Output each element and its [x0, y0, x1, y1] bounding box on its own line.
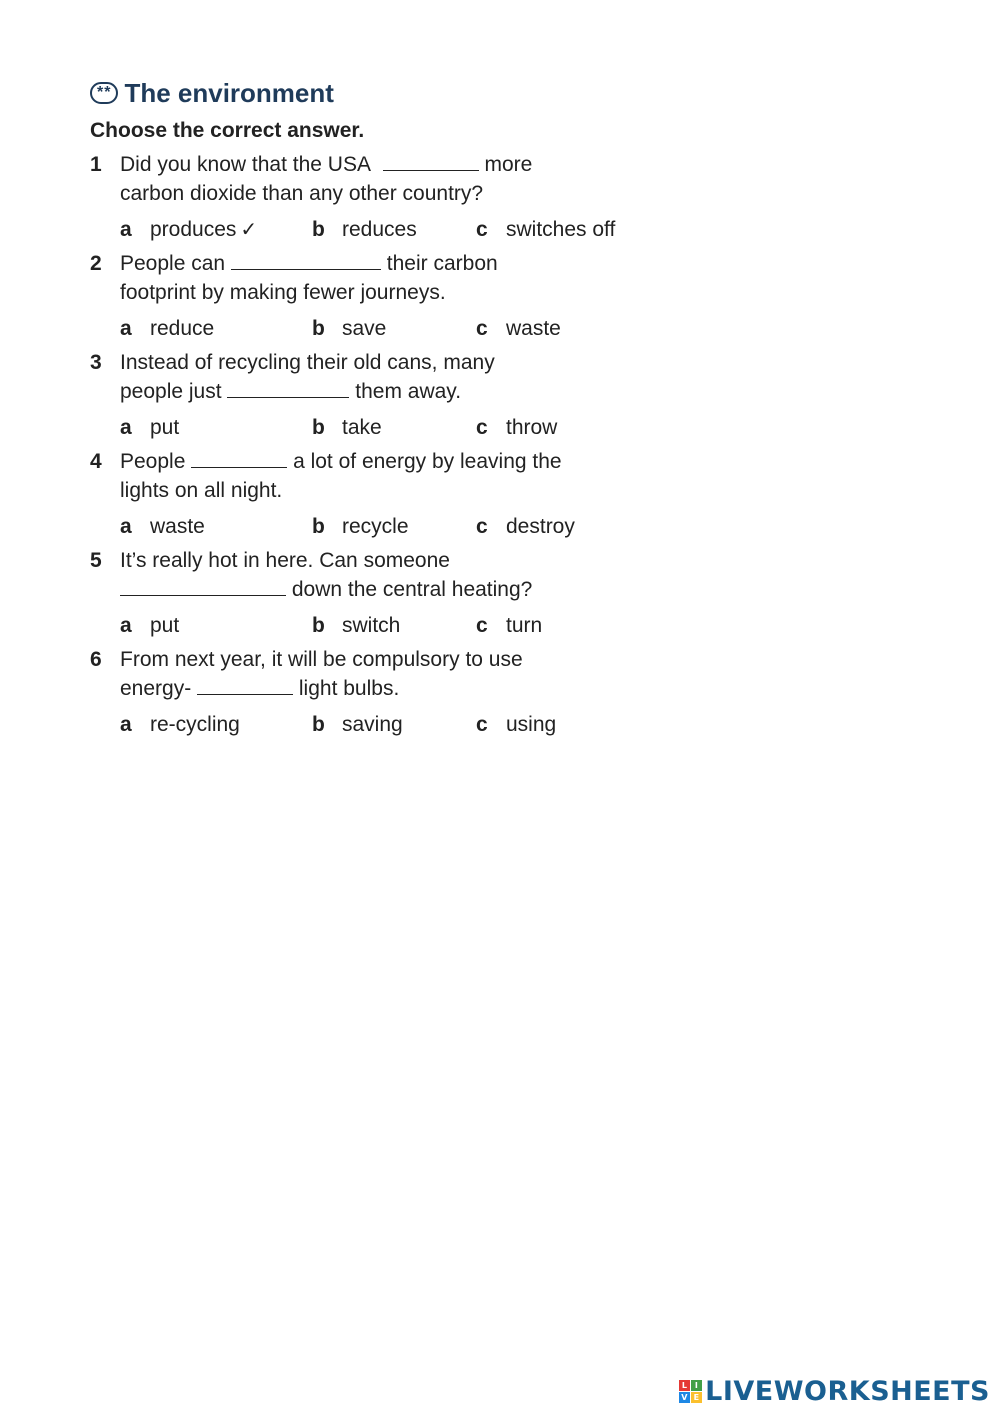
- answer-options: [120, 710, 690, 740]
- logo-mark-icon: [679, 1380, 702, 1403]
- question-4: [90, 447, 690, 542]
- answer-options: [120, 611, 690, 641]
- answer-blank[interactable]: [227, 379, 349, 398]
- option-c[interactable]: c using: [476, 713, 557, 736]
- question-text: Did you know that the USA: [120, 153, 371, 176]
- option-a[interactable]: a put: [120, 614, 180, 637]
- answer-blank[interactable]: [120, 577, 286, 596]
- answer-options: [120, 215, 690, 245]
- option-c[interactable]: c turn: [476, 614, 543, 637]
- answer-options: [120, 314, 690, 344]
- answer-options: [120, 413, 690, 443]
- option-a[interactable]: a produces ✓: [120, 215, 312, 245]
- option-a[interactable]: a put: [120, 416, 180, 439]
- answer-blank[interactable]: [197, 676, 293, 695]
- option-a[interactable]: a waste: [120, 515, 205, 538]
- question-text: more: [484, 153, 533, 176]
- difficulty-badge: **: [90, 82, 118, 104]
- logo-mark-letter: E: [691, 1392, 702, 1403]
- question-text: them away.: [355, 380, 462, 403]
- exercise-heading: [90, 76, 690, 110]
- checkmark-icon: ✓: [240, 219, 258, 241]
- question-6: [90, 645, 690, 740]
- question-text: carbon dioxide than any other country?: [120, 182, 484, 205]
- liveworksheets-logo: [679, 1376, 990, 1407]
- question-number: 6: [90, 648, 102, 671]
- worksheet: [90, 76, 690, 744]
- option-c[interactable]: c throw: [476, 416, 558, 439]
- option-b[interactable]: b saving: [312, 713, 403, 736]
- question-text: Instead of recycling their old cans, many: [120, 351, 495, 374]
- question-text: People can: [120, 252, 226, 275]
- question-number: 3: [90, 351, 102, 374]
- question-number: 4: [90, 450, 102, 473]
- question-text: a lot of energy by leaving the: [293, 450, 562, 473]
- exercise-instruction: Choose the correct answer.: [90, 119, 365, 142]
- question-text: From next year, it will be compulsory to use: [120, 648, 523, 671]
- question-number: 5: [90, 549, 102, 572]
- answer-blank[interactable]: [191, 449, 287, 468]
- option-b[interactable]: b switch: [312, 614, 401, 637]
- question-5: [90, 546, 690, 641]
- question-text: their carbon: [386, 252, 498, 275]
- answer-blank[interactable]: [231, 251, 381, 270]
- option-b[interactable]: b reduces: [312, 218, 417, 241]
- question-text: footprint by making fewer journeys.: [120, 281, 446, 304]
- question-3: [90, 348, 690, 443]
- question-text: People: [120, 450, 186, 473]
- option-c[interactable]: c switches off: [476, 218, 616, 241]
- question-text: energy-: [120, 677, 192, 700]
- question-1: [90, 150, 690, 245]
- question-text: light bulbs.: [298, 677, 400, 700]
- question-2: [90, 249, 690, 344]
- question-text: lights on all night.: [120, 479, 283, 502]
- question-text: It’s really hot in here. Can someone: [120, 549, 450, 572]
- logo-mark-letter: V: [679, 1392, 690, 1403]
- option-a[interactable]: a reduce: [120, 317, 215, 340]
- option-b[interactable]: b recycle: [312, 515, 409, 538]
- option-a[interactable]: a re-cycling: [120, 713, 240, 736]
- question-number: 1: [90, 153, 102, 176]
- logo-mark-letter: L: [679, 1380, 690, 1391]
- option-c[interactable]: c destroy: [476, 515, 575, 538]
- option-b[interactable]: b take: [312, 416, 382, 439]
- option-c[interactable]: c waste: [476, 317, 561, 340]
- logo-text: LIVEWORKSHEETS: [705, 1376, 990, 1407]
- logo-mark-letter: I: [691, 1380, 702, 1391]
- exercise-title: The environment: [124, 77, 334, 108]
- option-b[interactable]: b save: [312, 317, 387, 340]
- question-text: down the central heating?: [291, 578, 533, 601]
- question-text: people just: [120, 380, 222, 403]
- question-number: 2: [90, 252, 102, 275]
- answer-options: [120, 512, 690, 542]
- answer-blank[interactable]: [383, 152, 479, 171]
